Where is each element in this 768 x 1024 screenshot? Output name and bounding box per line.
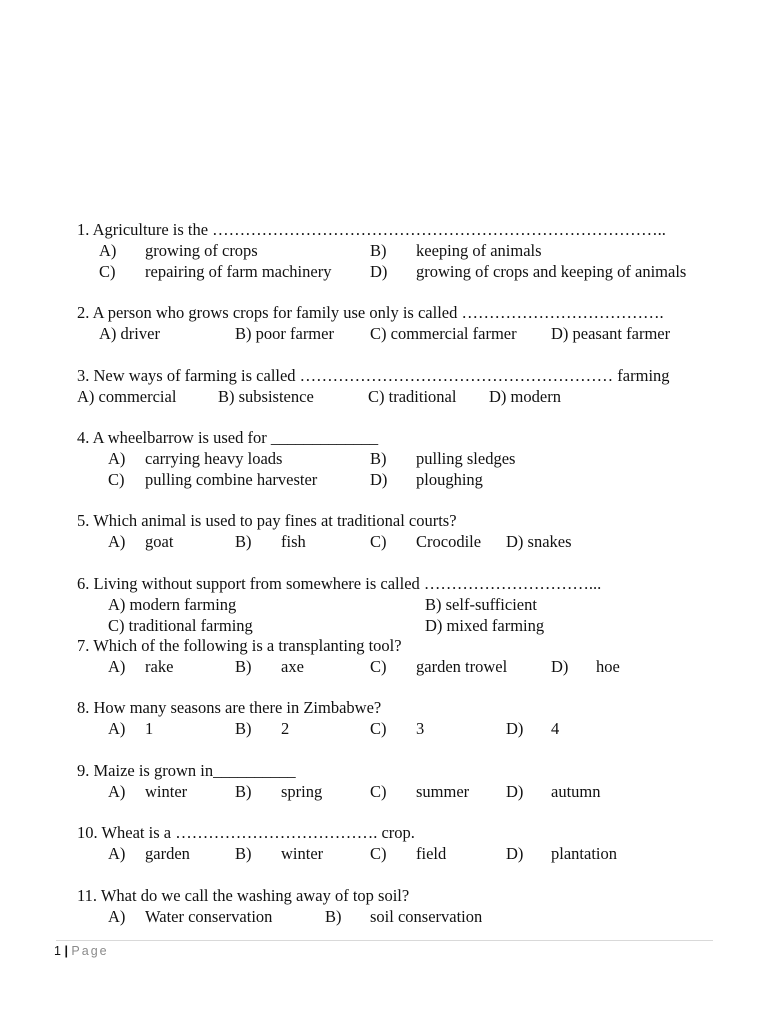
q8-option-c-text: 3 xyxy=(416,719,425,738)
q8-option-d-letter: D) xyxy=(506,719,524,738)
q7-option-d-text: hoe xyxy=(596,657,620,676)
q2-option-a: A) driver xyxy=(99,324,160,343)
q9-option-c-text: summer xyxy=(416,782,470,801)
q2-option-b: B) poor farmer xyxy=(235,324,334,343)
footer-divider xyxy=(56,940,713,941)
q1-option-b-letter: B) xyxy=(370,241,387,260)
q3-option-a: A) commercial xyxy=(77,387,177,406)
page-footer xyxy=(54,942,109,960)
q8-option-d-text: 4 xyxy=(551,719,560,738)
q3-option-c: C) traditional xyxy=(368,387,457,406)
q9-option-c-letter: C) xyxy=(370,782,387,801)
q2-option-c: C) commercial farmer xyxy=(370,324,517,343)
q7-option-a-text: rake xyxy=(145,657,174,676)
q5-option-c-text: Crocodile xyxy=(416,532,482,551)
q4-option-d-text: ploughing xyxy=(416,470,483,489)
page-number: 1 xyxy=(54,944,61,958)
q3-option-d: D) modern xyxy=(489,387,561,406)
q5-option-a-letter: A) xyxy=(108,532,126,551)
q5-option-d: D) snakes xyxy=(506,532,572,551)
q5-option-c-letter: C) xyxy=(370,532,387,551)
q9-option-d-text: autumn xyxy=(551,782,601,801)
question-3-stem: 3. New ways of farming is called ………………………………………………… farming xyxy=(77,366,670,385)
q5-option-b-letter: B) xyxy=(235,532,252,551)
q4-option-c-text: pulling combine harvester xyxy=(145,470,318,489)
q10-option-b-text: winter xyxy=(281,844,324,863)
q6-option-d: D) mixed farming xyxy=(425,616,545,635)
q8-option-a-text: 1 xyxy=(145,719,154,738)
q11-option-b-letter: B) xyxy=(325,907,342,926)
q9-option-a-text: winter xyxy=(145,782,188,801)
question-10-stem: 10. Wheat is a ………………………………. crop. xyxy=(77,823,415,842)
q6-option-b: B) self-sufficient xyxy=(425,595,537,614)
q9-option-a-letter: A) xyxy=(108,782,126,801)
q9-option-d-letter: D) xyxy=(506,782,524,801)
question-9-stem: 9. Maize is grown in__________ xyxy=(77,761,296,780)
q10-option-b-letter: B) xyxy=(235,844,252,863)
q10-option-d-letter: D) xyxy=(506,844,524,863)
q11-option-a-text: Water conservation xyxy=(145,907,273,926)
q10-option-d-text: plantation xyxy=(551,844,617,863)
q10-option-c-text: field xyxy=(416,844,447,863)
q7-option-a-letter: A) xyxy=(108,657,126,676)
question-7-stem: 7. Which of the following is a transplanting tool? xyxy=(77,636,402,655)
q1-option-b-text: keeping of animals xyxy=(416,241,542,260)
q11-option-a-letter: A) xyxy=(108,907,126,926)
question-5-stem: 5. Which animal is used to pay fines at traditional courts? xyxy=(77,511,457,530)
question-6-stem: 6. Living without support from somewhere is called …………………………... xyxy=(77,574,602,593)
q4-option-d-letter: D) xyxy=(370,470,388,489)
q1-option-c-text: repairing of farm machinery xyxy=(145,262,332,281)
q1-option-d-letter: D) xyxy=(370,262,388,281)
q8-option-b-letter: B) xyxy=(235,719,252,738)
q6-option-a: A) modern farming xyxy=(108,595,237,614)
q4-option-b-text: pulling sledges xyxy=(416,449,516,468)
q7-option-c-text: garden trowel xyxy=(416,657,508,676)
q5-option-b-text: fish xyxy=(281,532,306,551)
q5-option-a-text: goat xyxy=(145,532,174,551)
q11-option-b-text: soil conservation xyxy=(370,907,483,926)
q8-option-c-letter: C) xyxy=(370,719,387,738)
q1-option-a-letter: A) xyxy=(99,241,117,260)
q8-option-b-text: 2 xyxy=(281,719,290,738)
q10-option-a-text: garden xyxy=(145,844,190,863)
question-4-stem: 4. A wheelbarrow is used for _____________ xyxy=(77,428,379,447)
question-2-stem: 2. A person who grows crops for family use only is called ………………………………. xyxy=(77,303,664,322)
q10-option-c-letter: C) xyxy=(370,844,387,863)
q4-option-a-text: carrying heavy loads xyxy=(145,449,283,468)
q1-option-c-letter: C) xyxy=(99,262,116,281)
q6-option-c: C) traditional farming xyxy=(108,616,253,635)
q7-option-b-text: axe xyxy=(281,657,304,676)
q7-option-d-letter: D) xyxy=(551,657,569,676)
q9-option-b-letter: B) xyxy=(235,782,252,801)
footer-separator: | xyxy=(64,944,68,958)
question-1-stem: 1. Agriculture is the ……………………………………………………………………….. xyxy=(77,220,666,239)
q9-option-b-text: spring xyxy=(281,782,323,801)
q7-option-c-letter: C) xyxy=(370,657,387,676)
q7-option-b-letter: B) xyxy=(235,657,252,676)
q1-option-d-text: growing of crops and keeping of animals xyxy=(416,262,687,281)
q4-option-a-letter: A) xyxy=(108,449,126,468)
q2-option-d: D) peasant farmer xyxy=(551,324,671,343)
q8-option-a-letter: A) xyxy=(108,719,126,738)
q1-option-a-text: growing of crops xyxy=(145,241,258,260)
q3-option-b: B) subsistence xyxy=(218,387,314,406)
q4-option-b-letter: B) xyxy=(370,449,387,468)
q4-option-c-letter: C) xyxy=(108,470,125,489)
question-11-stem: 11. What do we call the washing away of top soil? xyxy=(77,886,410,905)
q10-option-a-letter: A) xyxy=(108,844,126,863)
question-8-stem: 8. How many seasons are there in Zimbabwe? xyxy=(77,698,382,717)
page-label: Page xyxy=(71,944,109,958)
